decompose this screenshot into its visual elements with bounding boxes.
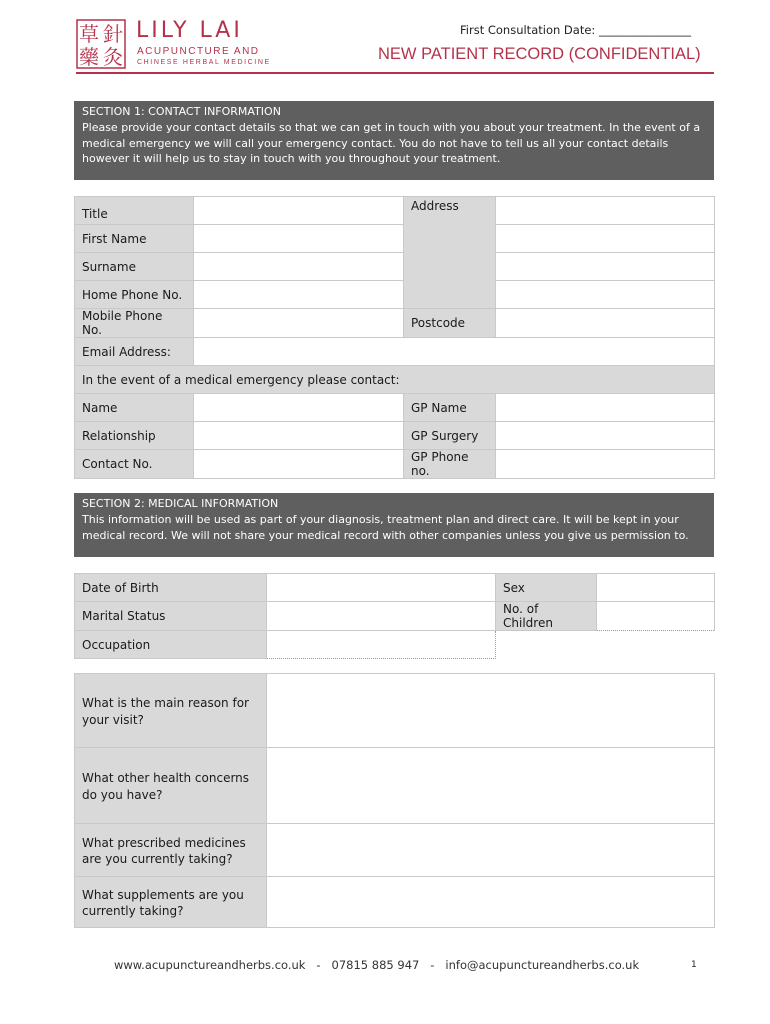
occupation-label: Occupation: [75, 631, 267, 659]
svg-text:灸: 灸: [103, 45, 123, 69]
main-reason-field[interactable]: [267, 674, 715, 748]
children-label: No. of Children: [496, 602, 597, 631]
gp-phone-label: GP Phone no.: [404, 450, 496, 479]
brand-subtitle-line-2: CHINESE HERBAL MEDICINE: [137, 59, 271, 66]
first-consultation-date[interactable]: First Consultation Date: ________________: [460, 23, 691, 37]
first-name-label: First Name: [75, 225, 194, 253]
sex-label: Sex: [496, 574, 597, 602]
children-field[interactable]: [597, 602, 715, 631]
supplements-label: What supplements are you currently taking?: [75, 877, 267, 928]
header-divider: [76, 72, 714, 74]
medical-details-table: [74, 573, 715, 659]
home-phone-label: Home Phone No.: [75, 281, 194, 309]
contact-no-label: Contact No.: [75, 450, 194, 479]
address-field-line-2[interactable]: [496, 225, 715, 253]
mobile-phone-label: Mobile Phone No.: [75, 309, 194, 338]
emergency-name-label: Name: [75, 394, 194, 422]
contact-information-table: [74, 196, 715, 479]
gp-surgery-label: GP Surgery: [404, 422, 496, 450]
svg-text:草: 草: [79, 22, 99, 46]
clinic-logo: [76, 19, 126, 69]
main-reason-label: What is the main reason for your visit?: [75, 674, 267, 748]
brand-subtitle-line-1: ACUPUNCTURE AND: [137, 46, 260, 57]
blank-cell: [496, 631, 715, 659]
dob-label: Date of Birth: [75, 574, 267, 602]
section-2-banner: [74, 493, 714, 557]
footer-contact-line: www.acupunctureandherbs.co.uk - 07815 885 947 - info@acupunctureandherbs.co.uk: [114, 958, 640, 972]
svg-text:針: 針: [103, 22, 123, 46]
occupation-field[interactable]: [267, 631, 496, 659]
supplements-field[interactable]: [267, 877, 715, 928]
surname-label: Surname: [75, 253, 194, 281]
dob-field[interactable]: [267, 574, 496, 602]
gp-phone-field[interactable]: [496, 450, 715, 479]
email-field[interactable]: [194, 338, 715, 366]
prescribed-medicines-field[interactable]: [267, 824, 715, 877]
emergency-name-field[interactable]: [194, 394, 404, 422]
marital-status-label: Marital Status: [75, 602, 267, 631]
health-questions-table: [74, 673, 715, 928]
brand-name: LILY LAI: [136, 18, 243, 43]
title-label: Title: [75, 197, 194, 225]
document-title: NEW PATIENT RECORD (CONFIDENTIAL): [378, 45, 701, 63]
address-field-line-3[interactable]: [496, 253, 715, 281]
marital-status-field[interactable]: [267, 602, 496, 631]
address-field-line-4[interactable]: [496, 281, 715, 309]
section-1-description: Please provide your contact details so that we can get in touch with you about your treatment. In the event of a medical emergency we will call your emergency contact. You do not have to tell us all your contact details however it will help us to stay in touch with you throughout your treatment.: [82, 120, 701, 166]
gp-surgery-field[interactable]: [496, 422, 715, 450]
relationship-label: Relationship: [75, 422, 194, 450]
gp-name-field[interactable]: [496, 394, 715, 422]
title-field[interactable]: [194, 197, 404, 225]
sex-field[interactable]: [597, 574, 715, 602]
address-label: Address: [404, 197, 496, 309]
page-number: 1: [691, 960, 697, 970]
first-name-field[interactable]: [194, 225, 404, 253]
contact-no-field[interactable]: [194, 450, 404, 479]
prescribed-medicines-label: What prescribed medicines are you currently taking?: [75, 824, 267, 877]
gp-name-label: GP Name: [404, 394, 496, 422]
emergency-contact-prompt: In the event of a medical emergency please contact:: [75, 366, 715, 394]
home-phone-field[interactable]: [194, 281, 404, 309]
health-concerns-field[interactable]: [267, 748, 715, 824]
surname-field[interactable]: [194, 253, 404, 281]
mobile-phone-field[interactable]: [194, 309, 404, 338]
postcode-label: Postcode: [404, 309, 496, 338]
section-2-description: This information will be used as part of your diagnosis, treatment plan and direct care. It will be kept in your medical record. We will not share your medical record with other companies unless you give us permission to.: [82, 512, 689, 542]
email-label: Email Address:: [75, 338, 194, 366]
section-1-banner: [74, 101, 714, 180]
section-2-title: SECTION 2: MEDICAL INFORMATION: [82, 497, 279, 510]
svg-text:藥: 藥: [79, 45, 99, 69]
section-1-title: SECTION 1: CONTACT INFORMATION: [82, 105, 281, 118]
relationship-field[interactable]: [194, 422, 404, 450]
address-field-line-1[interactable]: [496, 197, 715, 225]
postcode-field[interactable]: [496, 309, 715, 338]
health-concerns-label: What other health concerns do you have?: [75, 748, 267, 824]
